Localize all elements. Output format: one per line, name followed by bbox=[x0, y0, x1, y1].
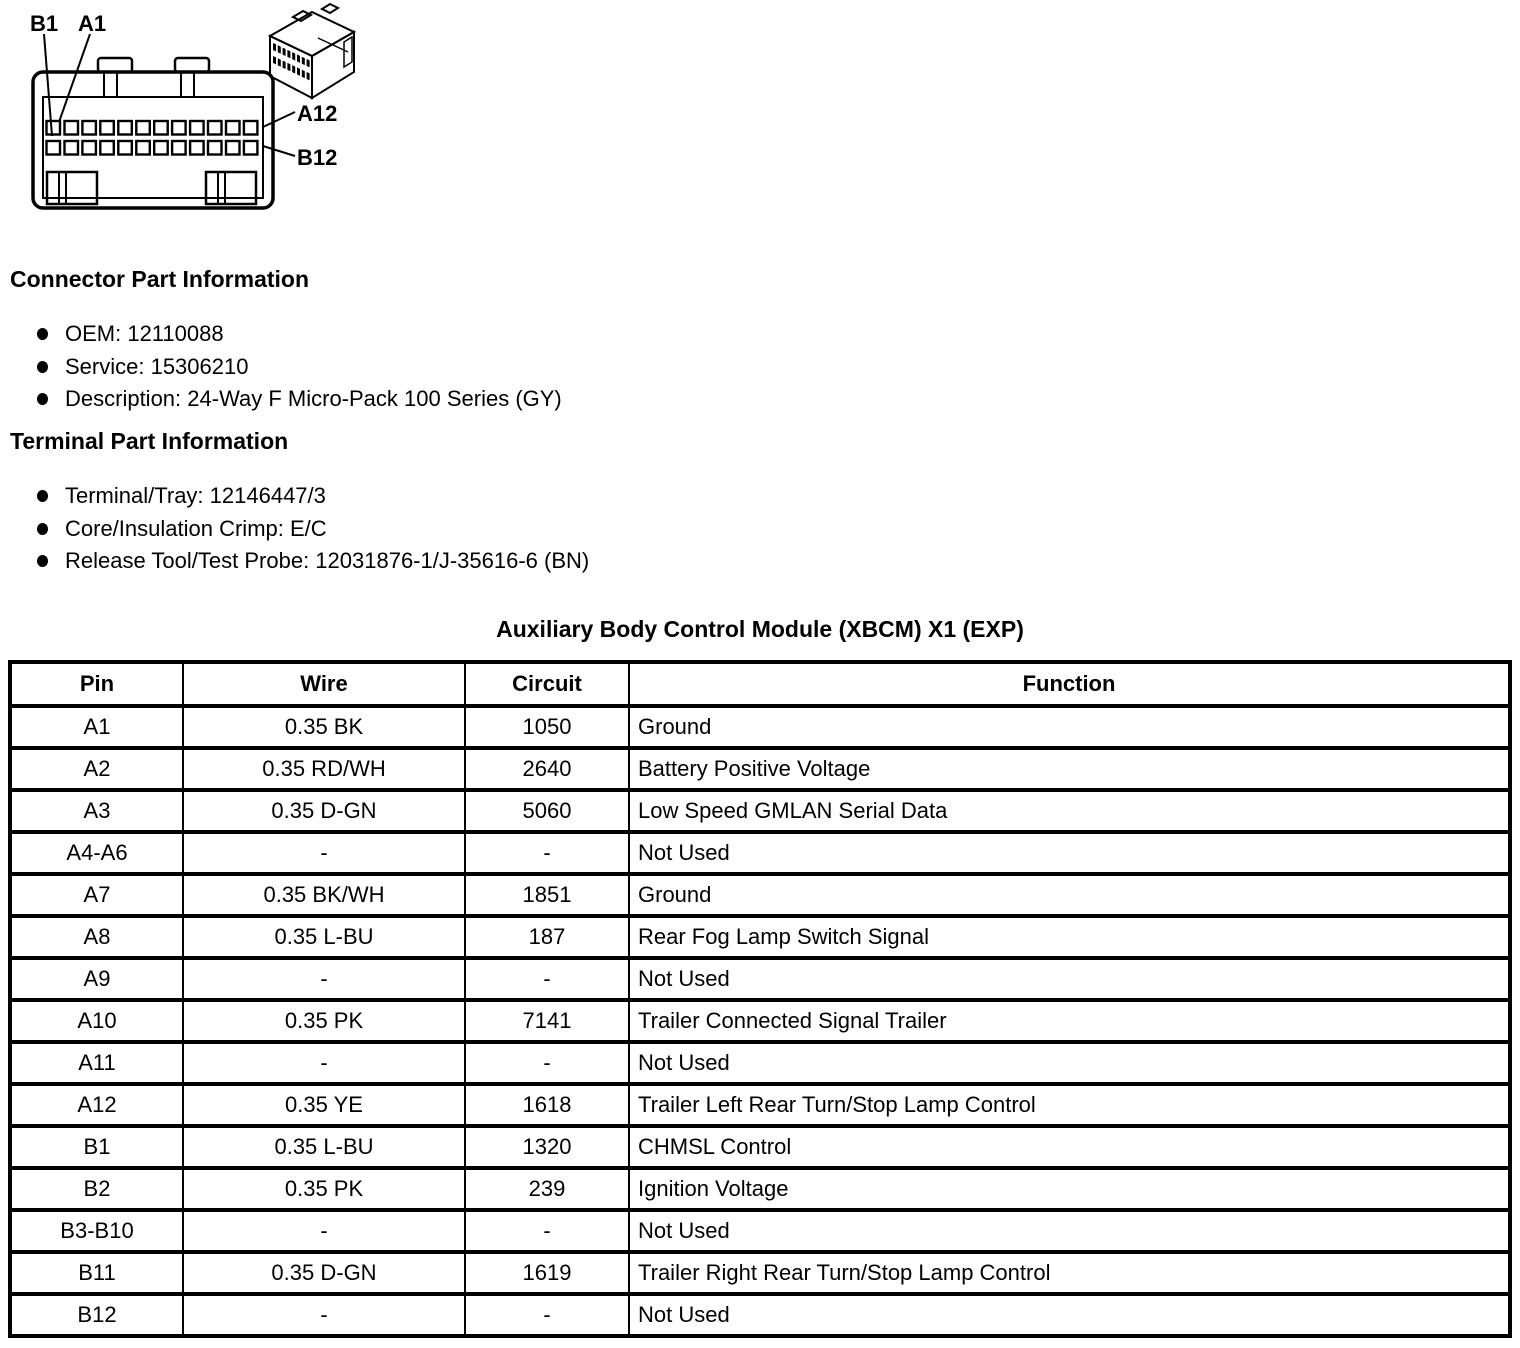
table-row bbox=[10, 1252, 1510, 1294]
table-row bbox=[10, 1000, 1510, 1042]
pin-label-a1: A1 bbox=[78, 11, 107, 36]
table-cell: A3 bbox=[10, 790, 183, 832]
column-header-wire: Wire bbox=[183, 662, 465, 706]
terminal-part-info-heading: Terminal Part Information bbox=[10, 428, 289, 454]
table-cell: 1320 bbox=[465, 1126, 629, 1168]
table-cell: - bbox=[183, 1042, 465, 1084]
table-cell: - bbox=[465, 1294, 629, 1336]
leader-b12 bbox=[263, 146, 295, 156]
table-cell: - bbox=[183, 832, 465, 874]
table-cell: 0.35 BK bbox=[183, 706, 465, 748]
table-row bbox=[10, 958, 1510, 1000]
terminal-part-info-list bbox=[28, 480, 589, 578]
table-cell: B1 bbox=[10, 1126, 183, 1168]
connector-diagram bbox=[0, 0, 390, 240]
table-cell: 0.35 YE bbox=[183, 1084, 465, 1126]
table-row bbox=[10, 1210, 1510, 1252]
table-cell: - bbox=[465, 1210, 629, 1252]
bullet-icon bbox=[37, 328, 48, 340]
table-cell: 0.35 D-GN bbox=[183, 790, 465, 832]
table-row bbox=[10, 832, 1510, 874]
list-item-text: Description: 24-Way F Micro-Pack 100 Series (GY) bbox=[65, 386, 562, 412]
table-cell: Not Used bbox=[629, 832, 1510, 874]
table-cell: 0.35 PK bbox=[183, 1168, 465, 1210]
column-header-function: Function bbox=[629, 662, 1510, 706]
table-row bbox=[10, 1042, 1510, 1084]
column-header-circuit: Circuit bbox=[465, 662, 629, 706]
pin-label-a12: A12 bbox=[297, 101, 338, 126]
pinout-table-header bbox=[10, 662, 1510, 706]
bullet-icon bbox=[37, 393, 48, 405]
column-header-pin: Pin bbox=[10, 662, 183, 706]
table-cell: B11 bbox=[10, 1252, 183, 1294]
table-cell: Not Used bbox=[629, 1210, 1510, 1252]
header-row bbox=[10, 662, 1510, 706]
table-cell: B3-B10 bbox=[10, 1210, 183, 1252]
table-cell: 0.35 D-GN bbox=[183, 1252, 465, 1294]
leader-a1 bbox=[59, 34, 90, 122]
table-cell: B2 bbox=[10, 1168, 183, 1210]
table-cell: A4-A6 bbox=[10, 832, 183, 874]
table-cell: Trailer Right Rear Turn/Stop Lamp Control bbox=[629, 1252, 1510, 1294]
table-cell: 5060 bbox=[465, 790, 629, 832]
table-row bbox=[10, 1294, 1510, 1336]
pinout-table bbox=[8, 660, 1512, 1338]
connector-front-view bbox=[30, 11, 337, 208]
table-cell: 1618 bbox=[465, 1084, 629, 1126]
table-row bbox=[10, 1084, 1510, 1126]
list-item-text: Release Tool/Test Probe: 12031876-1/J-35616-6 (BN) bbox=[65, 548, 590, 574]
table-cell: A12 bbox=[10, 1084, 183, 1126]
table-cell: 7141 bbox=[465, 1000, 629, 1042]
table-cell: 0.35 L-BU bbox=[183, 916, 465, 958]
table-cell: 1050 bbox=[465, 706, 629, 748]
table-cell: Rear Fog Lamp Switch Signal bbox=[629, 916, 1510, 958]
table-title: Auxiliary Body Control Module (XBCM) X1 (EXP) bbox=[496, 616, 1024, 642]
table-cell: Ground bbox=[629, 706, 1510, 748]
table-cell: A7 bbox=[10, 874, 183, 916]
table-cell: - bbox=[183, 1210, 465, 1252]
table-row bbox=[10, 874, 1510, 916]
iso-pin-holes bbox=[273, 43, 310, 80]
list-item bbox=[28, 318, 562, 351]
table-cell: A11 bbox=[10, 1042, 183, 1084]
list-item bbox=[28, 513, 589, 546]
pin-label-b1: B1 bbox=[30, 11, 59, 36]
table-cell: A10 bbox=[10, 1000, 183, 1042]
table-cell: - bbox=[465, 832, 629, 874]
table-cell: Trailer Left Rear Turn/Stop Lamp Control bbox=[629, 1084, 1510, 1126]
list-item bbox=[28, 480, 589, 513]
table-cell: 0.35 BK/WH bbox=[183, 874, 465, 916]
table-cell: - bbox=[465, 1042, 629, 1084]
table-cell: - bbox=[465, 958, 629, 1000]
table-cell: Not Used bbox=[629, 1294, 1510, 1336]
table-cell: 0.35 PK bbox=[183, 1000, 465, 1042]
table-cell: 1851 bbox=[465, 874, 629, 916]
leader-a12 bbox=[263, 112, 295, 127]
table-cell: Not Used bbox=[629, 958, 1510, 1000]
table-row bbox=[10, 1126, 1510, 1168]
table-row bbox=[10, 706, 1510, 748]
table-cell: A1 bbox=[10, 706, 183, 748]
table-cell: - bbox=[183, 958, 465, 1000]
connector-part-info-heading: Connector Part Information bbox=[10, 266, 310, 292]
list-item-text: OEM: 12110088 bbox=[65, 321, 224, 347]
table-cell: Not Used bbox=[629, 1042, 1510, 1084]
table-row bbox=[10, 916, 1510, 958]
list-item bbox=[28, 351, 562, 384]
table-cell: 1619 bbox=[465, 1252, 629, 1294]
table-cell: 0.35 L-BU bbox=[183, 1126, 465, 1168]
pin-grid bbox=[47, 121, 258, 155]
list-item bbox=[28, 545, 589, 578]
table-cell: A2 bbox=[10, 748, 183, 790]
table-row bbox=[10, 790, 1510, 832]
table-cell: CHMSL Control bbox=[629, 1126, 1510, 1168]
table-cell: A8 bbox=[10, 916, 183, 958]
table-cell: Ground bbox=[629, 874, 1510, 916]
table-cell: - bbox=[183, 1294, 465, 1336]
table-cell: Battery Positive Voltage bbox=[629, 748, 1510, 790]
table-cell: Low Speed GMLAN Serial Data bbox=[629, 790, 1510, 832]
bullet-icon bbox=[37, 555, 48, 567]
bullet-icon bbox=[37, 523, 48, 535]
table-cell: B12 bbox=[10, 1294, 183, 1336]
table-cell: Trailer Connected Signal Trailer bbox=[629, 1000, 1510, 1042]
list-item-text: Terminal/Tray: 12146447/3 bbox=[65, 483, 326, 509]
connector-iso-view bbox=[270, 4, 354, 98]
table-row bbox=[10, 1168, 1510, 1210]
table-cell: Ignition Voltage bbox=[629, 1168, 1510, 1210]
list-item bbox=[28, 383, 562, 416]
list-item-text: Core/Insulation Crimp: E/C bbox=[65, 515, 327, 541]
table-cell: A9 bbox=[10, 958, 183, 1000]
bullet-icon bbox=[37, 490, 48, 502]
pin-label-b12: B12 bbox=[297, 145, 338, 170]
connector-part-info-list bbox=[28, 318, 562, 416]
table-cell: 239 bbox=[465, 1168, 629, 1210]
table-cell: 187 bbox=[465, 916, 629, 958]
table-row bbox=[10, 748, 1510, 790]
table-cell: 0.35 RD/WH bbox=[183, 748, 465, 790]
bullet-icon bbox=[37, 361, 48, 373]
table-cell: 2640 bbox=[465, 748, 629, 790]
list-item-text: Service: 15306210 bbox=[65, 353, 249, 379]
pinout-table-body bbox=[10, 706, 1510, 1336]
